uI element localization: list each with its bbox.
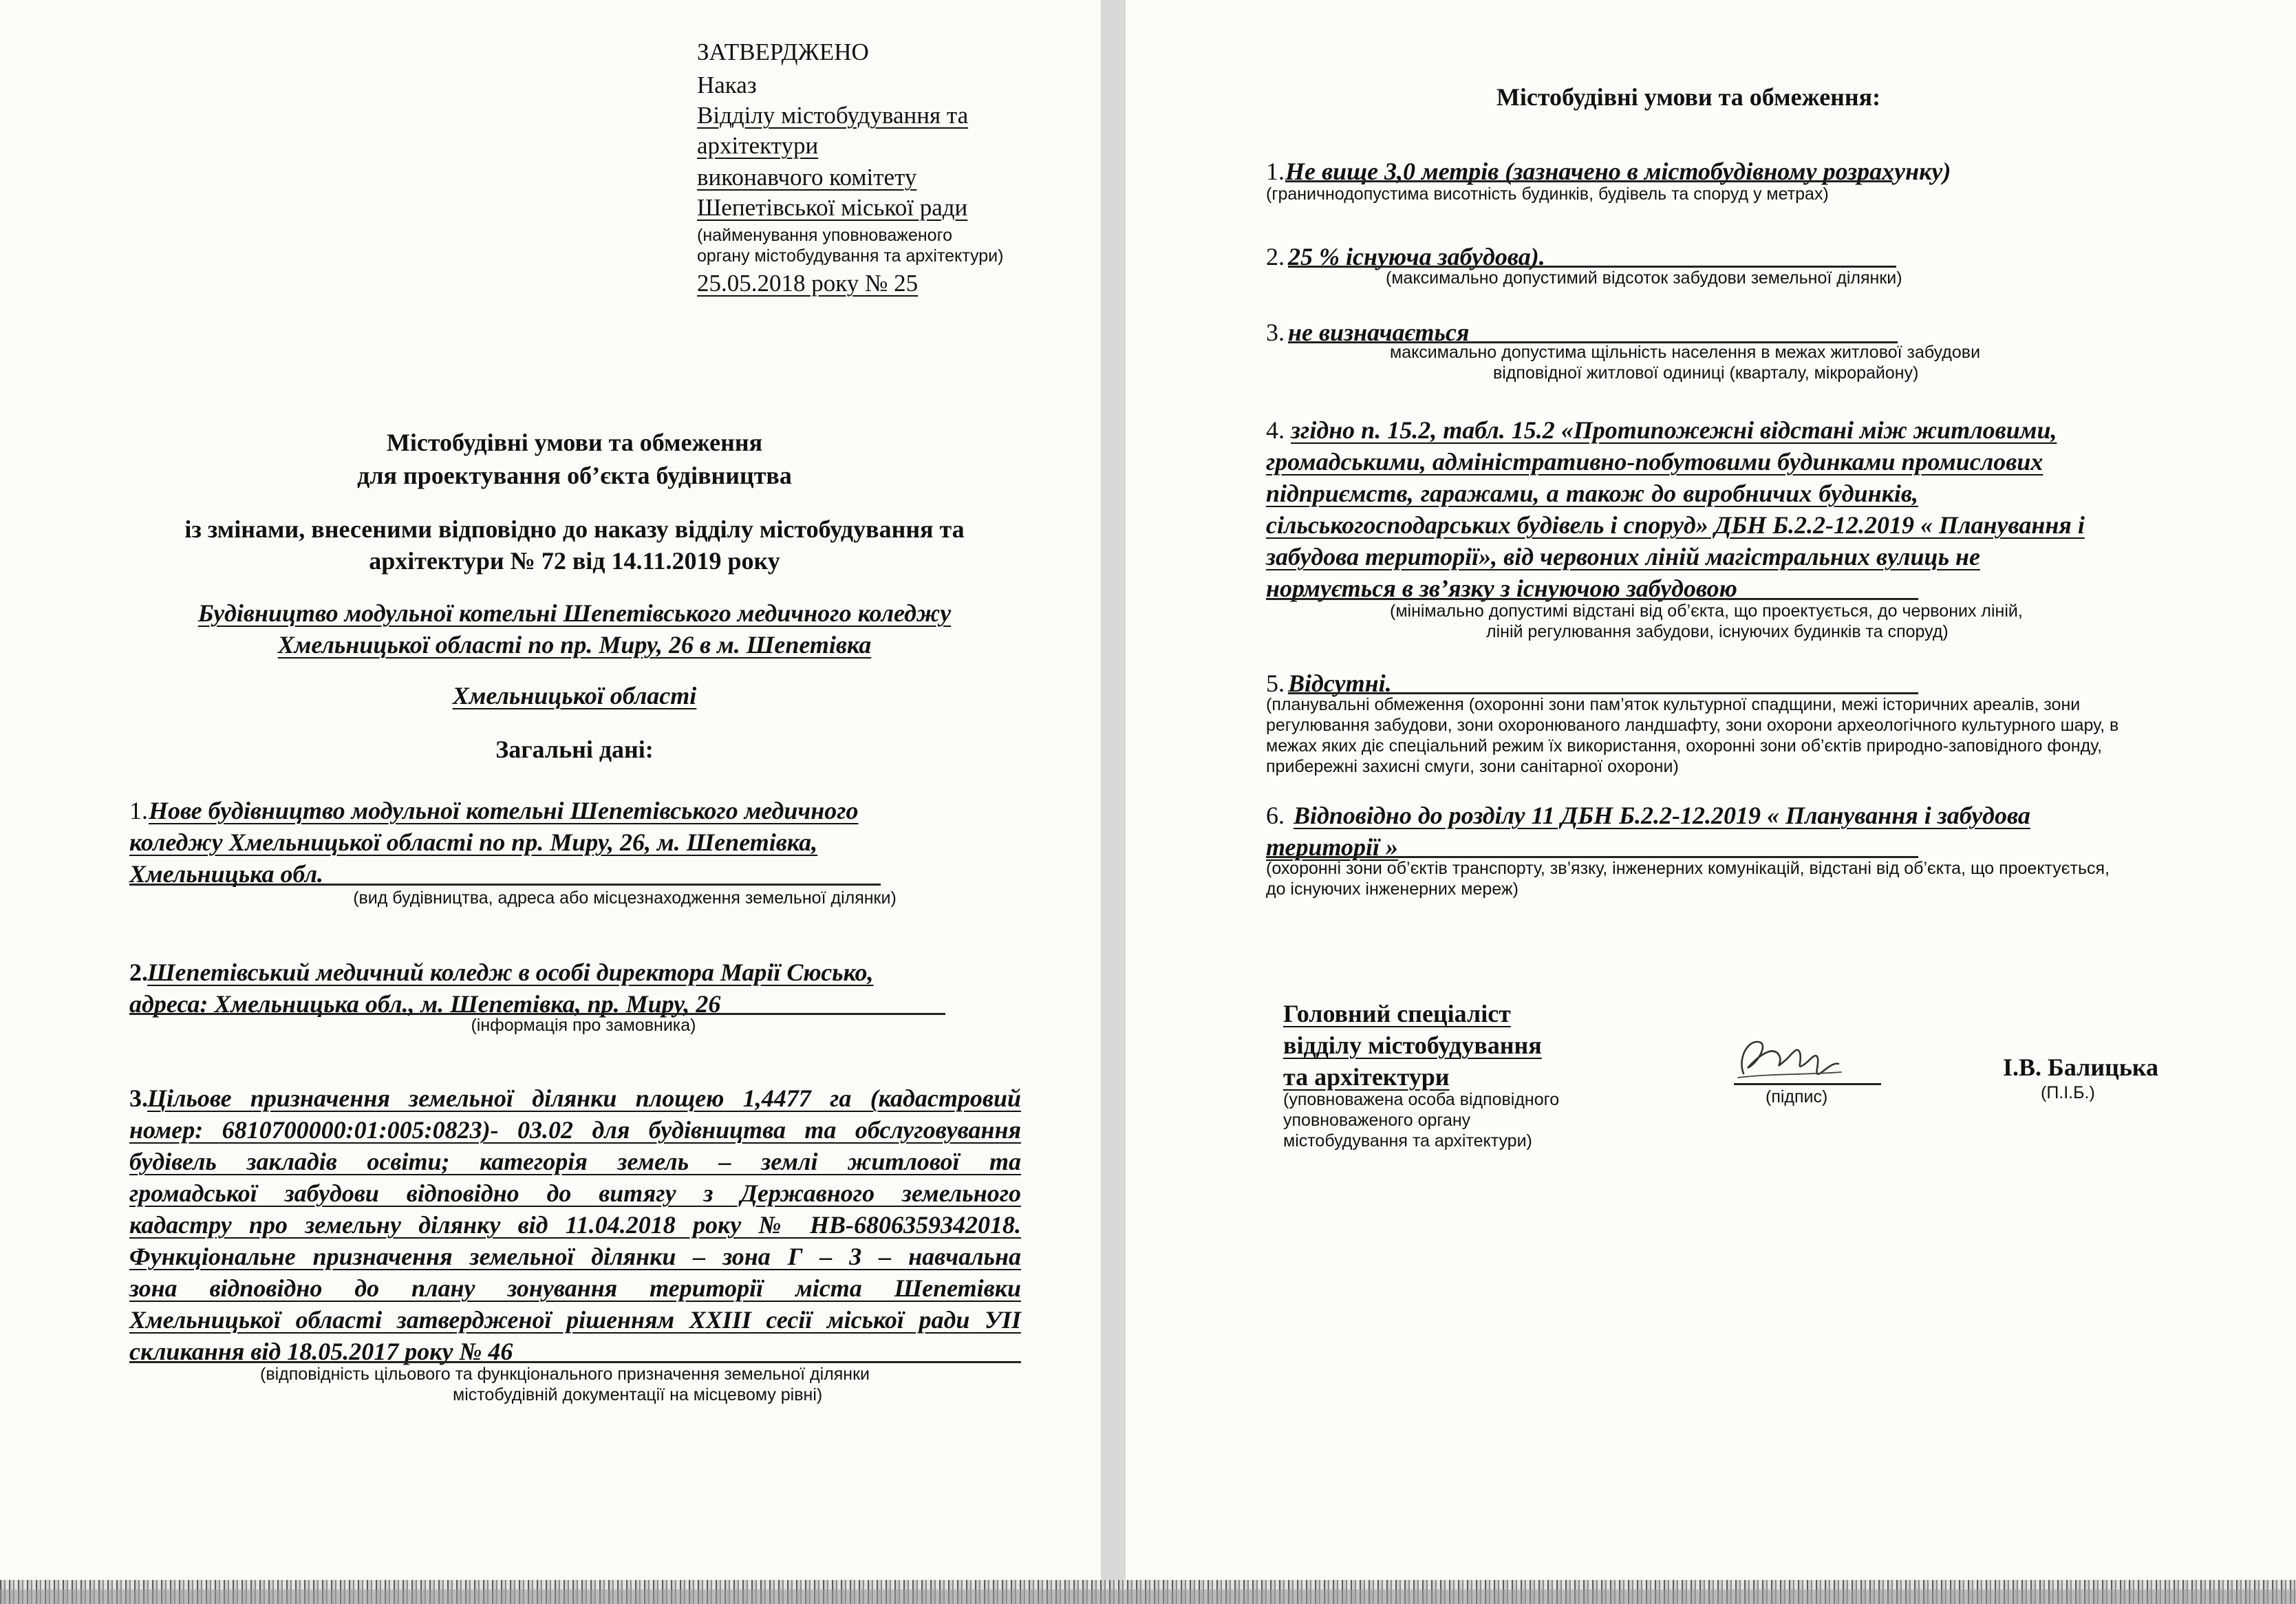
fill-line xyxy=(1266,856,1918,858)
scan-edge-shadow xyxy=(0,1590,2296,1604)
general-item-caption: (вид будівництва, адреса або місцезнаходження земельної ділянки) xyxy=(353,888,897,908)
fill-line xyxy=(129,1013,945,1015)
condition-text: не визначається xyxy=(1288,319,1470,346)
signature-caption: (підпис) xyxy=(1766,1087,1828,1106)
general-item-line: Цільове призначення земельної ділянки площею 1,4477 га (кадастровий xyxy=(147,1084,1021,1112)
condition-caption: (планувальні обмеження (охоронні зони пам’яток культурної спадщини, межі історичних ареалів, зони xyxy=(1266,695,2081,714)
condition-caption: максимально допустима щільність населення в межах житлової забудови xyxy=(1390,343,1981,362)
approval-org-line: Відділу містобудування та xyxy=(697,102,969,129)
condition-number: 4. xyxy=(1266,416,1285,444)
fill-line xyxy=(1266,598,1918,600)
approval-caption: (найменування уповноваженого xyxy=(697,226,953,245)
general-item-line: Хмельницька обл. xyxy=(129,860,324,888)
general-item-line: кадастру про земельну ділянку від 11.04.2018 року № НВ-6806359342018. xyxy=(129,1211,1021,1239)
condition-caption: ліній регулювання забудови, існуючих будинків та споруд) xyxy=(1486,622,1949,641)
general-item-number: 2. xyxy=(129,959,148,986)
condition-caption: межах яких діє спеціальний режим їх використання, охоронні зони об’єктів природно-заповідного фонду, xyxy=(1266,736,2103,756)
fill-line xyxy=(129,1361,1021,1363)
signer-position-caption: (уповноважена особа відповідного xyxy=(1283,1090,1560,1109)
general-item-line: скликання від 18.05.2017 року № 46 xyxy=(129,1338,513,1365)
fill-line xyxy=(1285,180,1892,182)
condition-number: 2. xyxy=(1266,243,1285,270)
approval-org-line: архітектури xyxy=(697,132,819,159)
general-item-line: адреса: Хмельницька обл., м. Шепетівка, пр. Миру, 26 xyxy=(129,990,721,1018)
object-name-line: Хмельницької області xyxy=(452,682,697,709)
signer-position-caption: містобудування та архітектури) xyxy=(1283,1131,1532,1151)
condition-caption: (охоронні зони об’єктів транспорту, зв’язку, інженерних комунікацій, відстані від об’єкта, що проектується, xyxy=(1266,859,2110,878)
general-item-line: Функціональне призначення земельної ділянки – зона Г – 3 – навчальна xyxy=(129,1243,1021,1270)
condition-text: громадськими, адміністративно-побутовими будинками промислових xyxy=(1266,448,2043,475)
signer-position-caption: уповноваженого органу xyxy=(1283,1111,1471,1130)
condition-caption: (граничнодопустима висотність будинків, будівель та споруд у метрах) xyxy=(1266,184,1829,204)
general-item-number: 3. xyxy=(129,1084,148,1112)
signer-position-line: відділу містобудування xyxy=(1283,1031,1542,1059)
condition-caption: відповідної житлової одиниці (кварталу, мікрорайону) xyxy=(1493,363,1919,383)
approval-org-line: Шепетівської міської ради xyxy=(697,194,968,221)
left-page xyxy=(0,0,1101,1580)
condition-number: 6. xyxy=(1266,802,1285,829)
condition-text: Не вище 3,0 метрів (зазначено в містобудівному розрахунку) xyxy=(1285,158,1951,185)
condition-number: 1. xyxy=(1266,158,1285,185)
signer-name-caption: (П.І.Б.) xyxy=(2041,1083,2095,1102)
signer-position-line: Головний спеціаліст xyxy=(1283,1000,1511,1027)
general-item-line: громадської забудови відповідно до витягу з Державного земельного xyxy=(129,1179,1021,1207)
condition-text: згідно п. 15.2, табл. 15.2 «Протипожежні відстані між житловими, xyxy=(1291,416,2057,444)
object-name-line: Хмельницької області по пр. Миру, 26 в м. Шепетівка xyxy=(277,631,872,659)
general-item-line: номер: 6810700000:01:005:0823)- 03.02 для будівництва та обслуговування xyxy=(129,1116,1021,1144)
approval-heading: ЗАТВЕРДЖЕНО xyxy=(697,39,869,65)
condition-caption: (мінімально допустимі відстані від об’єкта, що проектується, до червоних ліній, xyxy=(1390,601,2023,621)
fill-line xyxy=(129,884,881,886)
general-item-caption: (інформація про замовника) xyxy=(471,1016,696,1035)
approval-order-word: Наказ xyxy=(697,72,757,98)
title-line: Містобудівні умови та обмеження xyxy=(386,429,763,456)
condition-number: 5. xyxy=(1266,670,1285,697)
fill-line xyxy=(1288,266,1896,268)
condition-caption: до існуючих інженерних мереж) xyxy=(1266,879,1519,899)
general-item-line: зона відповідно до плану зонування території міста Шепетівки xyxy=(129,1274,1021,1302)
changes-line: із змінами, внесеними відповідно до наказу відділу містобудування та xyxy=(184,515,965,543)
general-item-line: коледжу Хмельницької області по пр. Миру, 26, м. Шепетівка, xyxy=(129,828,818,856)
condition-text: сільськогосподарських будівель і споруд» ДБН Б.2.2-12.2019 « Планування і xyxy=(1266,511,2085,539)
general-heading: Загальні дані: xyxy=(495,736,654,763)
conditions-heading: Містобудівні умови та обмеження: xyxy=(1496,83,1881,111)
signature-line xyxy=(1734,1083,1881,1085)
condition-text: нормується в зв’язку з існуючою забудовою xyxy=(1266,575,1737,602)
general-item-number: 1. xyxy=(129,797,148,824)
condition-text: Відсутні. xyxy=(1288,670,1392,697)
condition-caption: регулювання забудови, зони охоронюваного ландшафту, зони охорони археологічного культурного шару, в xyxy=(1266,716,2119,735)
signer-position-line: та архітектури xyxy=(1283,1063,1450,1091)
page-gutter xyxy=(1101,0,1126,1604)
condition-text: 25 % існуюча забудова). xyxy=(1288,243,1545,270)
title-line: для проектування об’єкта будівництва xyxy=(357,462,792,489)
changes-line: архітектури № 72 від 14.11.2019 року xyxy=(369,547,780,575)
condition-text: підприємств, гаражами, а також до виробничих будинків, xyxy=(1266,480,1918,507)
general-item-line: Шепетівський медичний коледж в особі директора Марії Сюсько, xyxy=(147,959,874,986)
general-item-caption: (відповідність цільового та функціонального призначення земельної ділянки xyxy=(260,1365,870,1384)
fill-line xyxy=(1288,692,1918,694)
general-item-line: будівель закладів освіти; категорія земель – землі житлової та xyxy=(129,1148,1021,1175)
handwritten-signature-icon xyxy=(1731,1032,1848,1087)
signer-name: І.В. Балицька xyxy=(2003,1054,2159,1081)
right-page xyxy=(1126,0,2296,1580)
general-item-line: Нове будівництво модульної котельні Шепетівського медичного xyxy=(149,797,859,824)
condition-caption: (максимально допустимий відсоток забудови земельної ділянки) xyxy=(1386,268,1902,288)
approval-date-number: 25.05.2018 року № 25 xyxy=(697,270,919,297)
condition-text: Відповідно до розділу 11 ДБН Б.2.2-12.2019 « Планування і забудова xyxy=(1294,802,2030,829)
condition-caption: прибережні захисні смуги, зони санітарної охорони) xyxy=(1266,757,1679,776)
condition-text: забудова території», від червоних ліній магістральних вулиць не xyxy=(1266,543,1980,570)
general-item-caption: містобудівній документації на місцевому рівні) xyxy=(453,1385,823,1404)
condition-text: території » xyxy=(1266,833,1399,861)
condition-number: 3. xyxy=(1266,319,1285,346)
general-item-line: Хмельницької області затвердженої рішенням ХХІІІ сесії міської ради УІІ xyxy=(129,1306,1021,1334)
approval-org-line: виконавчого комітету xyxy=(697,164,917,191)
object-name-line: Будівництво модульної котельні Шепетівського медичного коледжу xyxy=(197,599,952,627)
approval-caption: органу містобудування та архітектури) xyxy=(697,246,1004,266)
